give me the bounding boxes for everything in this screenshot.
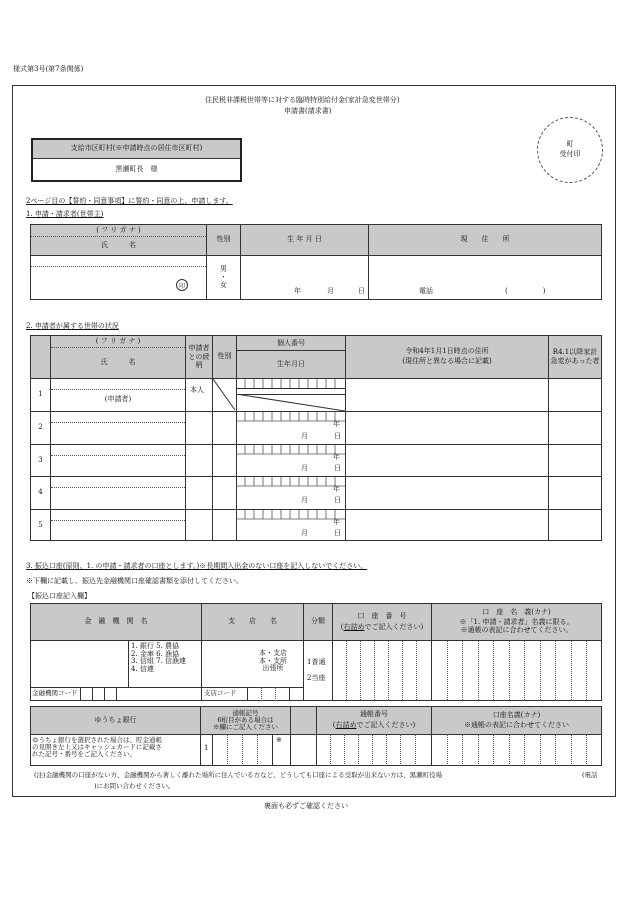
s2-applicant-label: (申請者)	[104, 395, 132, 404]
s2-name-header: 氏 名	[100, 358, 136, 367]
s2-address-line1: 令和4年1月1日時点の住所	[405, 347, 489, 356]
row-no-2: 2	[38, 423, 43, 432]
passbook-no-header	[317, 707, 431, 734]
r4-year: 年	[333, 485, 340, 493]
rule	[289, 687, 290, 701]
row-no-5: 5	[38, 520, 43, 529]
branch-type-row3[interactable]: 出張所	[262, 664, 284, 673]
rule	[346, 641, 347, 700]
reception-stamp[interactable]	[537, 117, 603, 183]
s1-day: 日	[358, 287, 365, 295]
holder-title: 口 座 名 義(カナ)	[482, 607, 551, 616]
seal-mark: 印	[176, 279, 188, 291]
rule	[571, 734, 572, 766]
yucho-header: ゆうちょ銀行	[94, 715, 137, 724]
s1-address-header: 現 住 所	[460, 235, 510, 244]
yucho-note	[32, 737, 162, 758]
passbook-code-l1: 通帳記号	[232, 708, 259, 717]
holder-note1: ※「1. 申請・請求者」名義に限る。	[459, 617, 574, 626]
s2-gender-header: 性別	[217, 352, 232, 361]
acct-note-l: (	[340, 622, 344, 631]
rule	[586, 734, 587, 766]
rule	[128, 641, 129, 687]
r5-day: 日	[334, 529, 341, 537]
passbook-code-star: ※	[276, 736, 282, 744]
form-number: 様式第3号(第7条関係)	[13, 65, 84, 73]
yucho-note-l1: ゆうちょ銀行を選択された場合は、貯金通帳	[32, 736, 162, 744]
form-subtitle: 申請書(請求書)	[284, 107, 332, 115]
mynumber-grid[interactable]	[236, 379, 345, 541]
rule	[31, 236, 206, 237]
rule	[586, 641, 587, 700]
footnote-phone: (電話	[582, 771, 598, 779]
yucho-holder-title: 口座名義(カナ)	[492, 710, 541, 719]
rule	[92, 687, 93, 701]
section1-title: 1. 申請・請求者(世帯主)	[26, 210, 104, 218]
addressee-name-text: 黒瀬町長 様	[115, 164, 158, 173]
addressee-label	[33, 140, 240, 159]
s2-address-header	[346, 336, 548, 378]
r3-year: 年	[333, 453, 340, 461]
stamp-town: 町	[566, 140, 574, 149]
rule	[344, 734, 345, 766]
rule	[31, 266, 206, 267]
bank-type-row4[interactable]: 4. 信連	[131, 665, 154, 674]
r5-month: 月	[301, 529, 308, 537]
gender-dot: ・	[220, 273, 227, 282]
rule	[478, 734, 479, 766]
rule	[360, 641, 361, 700]
row-no-4: 4	[38, 488, 43, 497]
r5-year: 年	[333, 518, 340, 526]
holder-note2: ※通帳の表記に合わせてください。	[460, 626, 573, 635]
rule	[374, 641, 375, 700]
account-no-header	[333, 606, 431, 638]
rule	[493, 641, 494, 700]
s1-year: 年	[294, 287, 301, 295]
rule	[51, 455, 185, 456]
rule	[51, 347, 185, 348]
passbook-code-header	[201, 707, 290, 734]
branch-type-row2[interactable]: 本・支所	[259, 656, 287, 665]
account-type-current[interactable]: 2当座	[307, 674, 326, 682]
rule	[242, 734, 243, 766]
rule	[51, 487, 185, 488]
rule	[447, 641, 448, 700]
gender-female[interactable]: 女	[220, 280, 227, 289]
gender-male[interactable]: 男	[220, 265, 227, 274]
s1-phone-label: 電話	[419, 287, 433, 295]
footnote-line2: )にお問い合わせください。	[94, 782, 175, 790]
branch-name-header: 支 店 名	[228, 617, 277, 626]
rule	[51, 520, 185, 521]
rule	[548, 335, 549, 541]
rule	[447, 734, 448, 766]
pb-note-r: でご記入ください)	[356, 721, 416, 729]
section2-title: 2. 申請者が属する世帯の状況	[26, 322, 119, 330]
acct-note-r: でご記入ください)	[364, 622, 424, 631]
rule	[386, 734, 387, 766]
rule	[524, 641, 525, 700]
passbook-code-l2: 6桁目がある場合は	[217, 715, 274, 724]
rule	[509, 734, 510, 766]
s1-phone-field[interactable]: ( )	[505, 287, 546, 295]
rule	[104, 687, 105, 701]
rule	[388, 641, 389, 700]
r3-month: 月	[301, 464, 308, 472]
yucho-note-l3: れた記号・番号をご記入ください。	[32, 750, 136, 759]
row-no-1: 1	[38, 390, 43, 399]
bank-type-row3[interactable]: 3. 信組 7. 信漁連	[131, 657, 187, 666]
rule	[275, 687, 276, 701]
rule	[261, 687, 262, 701]
s1-furigana-header: ( フ リ ガ ナ )	[96, 226, 141, 235]
rule	[402, 641, 403, 700]
r2-day: 日	[334, 432, 341, 440]
rule	[416, 641, 417, 700]
yucho-holder-header	[432, 707, 601, 734]
s2-changed-header: R4.1以降家計急変があった者	[550, 347, 600, 365]
rule	[415, 734, 416, 766]
rule	[509, 641, 510, 700]
form-title: 住民税非課税世帯等に対する臨時特別給付金(家計急変世帯分)	[205, 96, 400, 104]
rule	[478, 641, 479, 700]
rule	[540, 641, 541, 700]
passbook-code-l3: ※欄にご記入ください	[213, 723, 278, 732]
rule	[212, 734, 213, 766]
rule	[257, 734, 258, 766]
s2-furigana-header: ( フ リ ガ ナ )	[95, 337, 141, 346]
r4-day: 日	[334, 496, 341, 504]
r4-month: 月	[301, 496, 308, 504]
holder-header	[432, 606, 601, 638]
bank-code-label: 金融機関コード	[32, 689, 78, 697]
rule	[116, 687, 117, 701]
bank-section-header: 【振込口座記入欄】	[28, 592, 91, 600]
gender-na-slash	[212, 378, 236, 411]
rule	[330, 734, 331, 766]
account-type-header: 分類	[311, 617, 325, 626]
rule	[236, 350, 345, 351]
pb-note-u: 右詰め	[335, 721, 357, 729]
rule	[80, 687, 81, 701]
rule	[493, 734, 494, 766]
rule	[462, 734, 463, 766]
rule	[571, 641, 572, 700]
s2-mynumber-header: 個人番号	[277, 338, 305, 347]
s2-address-line2: (現住所と異なる場合に記載)	[402, 357, 492, 365]
rule	[51, 422, 185, 423]
rule	[555, 734, 556, 766]
r2-month: 月	[301, 432, 308, 440]
r2-year: 年	[333, 420, 340, 428]
rule	[272, 734, 273, 766]
s1-name-header: 氏 名	[101, 241, 136, 250]
bank-name-header: 金 融 機 関 名	[84, 617, 148, 626]
rule	[555, 641, 556, 700]
branch-code-label: 支店コード	[204, 689, 237, 697]
back-note: 裏面も必ずご確認ください	[264, 802, 348, 810]
yucho-holder-note: ※通帳の表記に合わせてください	[464, 720, 569, 729]
addressee-name	[33, 159, 240, 180]
rule	[227, 734, 228, 766]
rule	[540, 734, 541, 766]
s2-dob-header: 生年月日	[277, 359, 305, 368]
account-no-title: 口 座 番 号	[357, 611, 407, 620]
yucho-note-l2: の見開き左上又はキャッシュカードに記載さ	[32, 743, 162, 752]
addressee-label-text: 支給市区町村(※申請時点の居住市区町村)	[70, 144, 203, 153]
passbook-code-fixed: 1	[204, 744, 209, 752]
footnote-line1: (注)金融機関の口座がない方、金融機関から著しく離れた場所に住んでいる方など、どうしても口座による受取が出来ない方は、黒瀬町役場	[34, 771, 443, 779]
rule	[30, 640, 602, 641]
bank-type-row2[interactable]: 2. 金庫 6. 漁協	[131, 649, 180, 658]
branch-type-options[interactable]	[259, 650, 287, 673]
rule	[372, 734, 373, 766]
s2-self-label: 本人	[190, 386, 204, 394]
pb-note-l: (	[332, 721, 336, 729]
section3-note: ※下欄に記載し、振込先金融機関口座確認書類を添付してください。	[26, 577, 243, 585]
s2-relation-header: 申請者との続柄	[188, 343, 210, 370]
rule	[400, 734, 401, 766]
rule	[30, 255, 602, 256]
section3-title: 3. 振込口座(原則、1. の申請・請求者の口座とします。)※長期間入出金のない口座を記入しないでください。	[26, 562, 368, 570]
acct-note-u: 右詰め	[343, 622, 365, 631]
rule	[524, 734, 525, 766]
stamp-label: 受付印	[559, 150, 581, 158]
bank-type-options[interactable]	[131, 643, 186, 674]
s1-gender-header: 性別	[216, 235, 231, 244]
s1-dob-header: 生 年 月 日	[287, 235, 322, 244]
row-no-3: 3	[38, 455, 43, 464]
s1-gender-options[interactable]	[207, 262, 240, 294]
rule	[290, 706, 291, 766]
r3-day: 日	[334, 464, 341, 472]
consent-text: 2ページ目の【誓約・同意事項】に誓約・同意の上、申請します。	[26, 197, 233, 205]
s1-month: 月	[327, 287, 334, 295]
account-type-ordinary[interactable]: 1普通	[307, 658, 326, 666]
branch-type-row1[interactable]: 本・支店	[259, 649, 287, 657]
rule	[30, 687, 303, 688]
bank-type-row1[interactable]: 1. 銀行 5. 農協	[131, 642, 180, 650]
passbook-no-title: 通帳番号	[360, 710, 388, 719]
rule	[247, 687, 248, 701]
rule	[358, 734, 359, 766]
rule	[462, 641, 463, 700]
